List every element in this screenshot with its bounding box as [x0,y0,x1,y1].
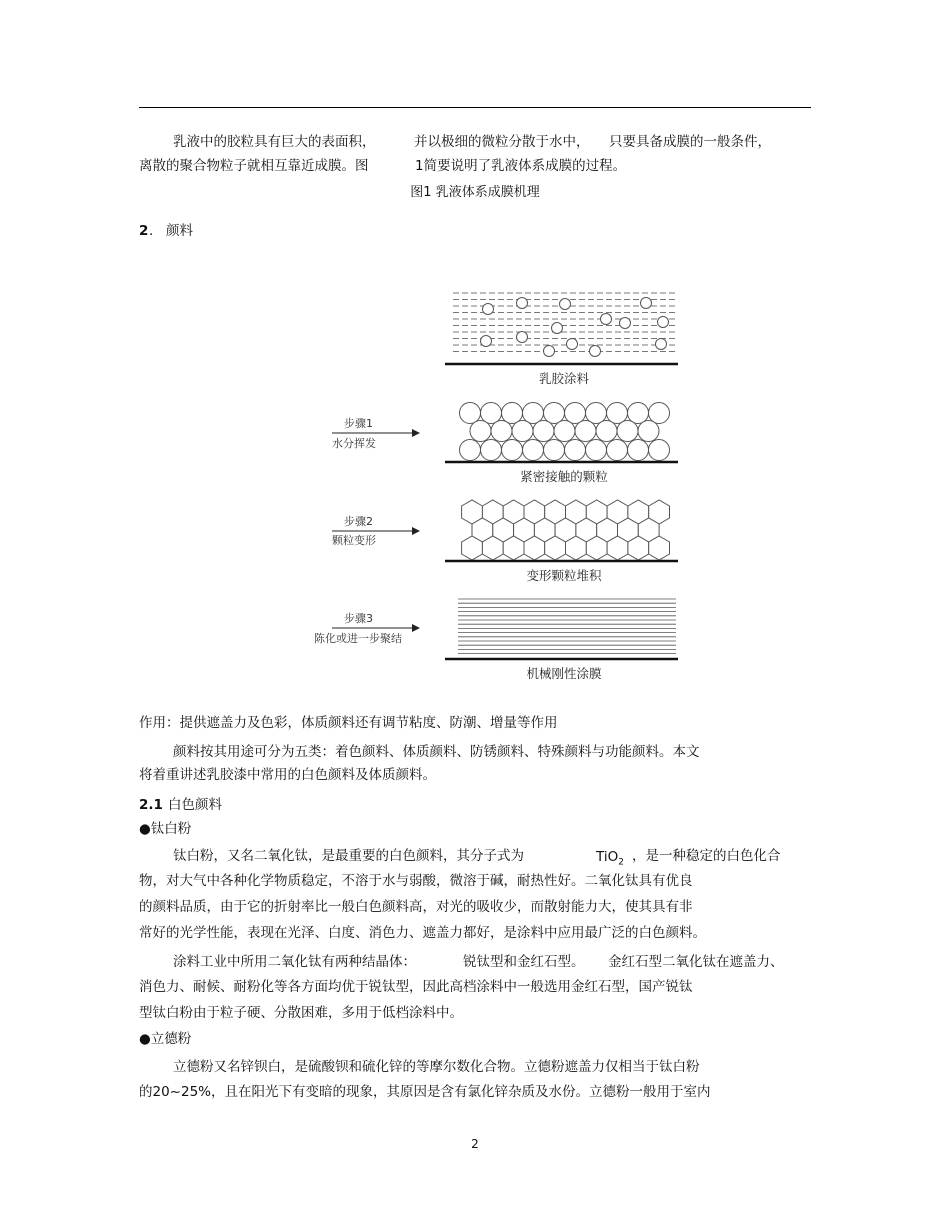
dispersed-particle [656,339,667,350]
dispersed-particle [601,314,612,325]
titanium-line2: 物，对大气中各种化学物质稳定，不溶于水与弱酸，微溶于碱，耐热性好。二氧化钛具有优良 [139,873,693,889]
packed-particle [523,440,544,461]
step-3-arrowhead [412,624,420,632]
section-2-1-number: 2.1 [139,797,163,813]
intro-line1-c: 只要具备成膜的一般条件， [609,134,771,150]
dispersed-particle [483,304,494,315]
section-2-sep: . [149,223,154,239]
packed-particle [533,421,554,442]
rigid-film-stage [445,599,678,681]
latex-paint-stage [445,293,678,386]
packed-particle [481,403,502,424]
packed-particle [638,421,659,442]
packed-particle [565,440,586,461]
stage-label-film: 机械刚性涂膜 [526,666,602,681]
pigment-para-line1: 颜料按其用途可分为五类：着色颜料、体质颜料、防锈颜料、特殊颜料与功能颜料。本文 [173,744,700,760]
titanium-line3: 的颜料品质，由于它的折射率比一般白色颜料高，对光的吸收少，而散射能力大，使其具有非 [139,899,693,915]
packed-particles-stage [445,403,678,485]
packed-particle [565,403,586,424]
titanium-line6: 消色力、耐候、耐粉化等各方面均优于锐钛型，因此高档涂料中一般选用金红石型，国产锐钛 [139,979,693,995]
packed-particle [470,421,491,442]
packed-particle [607,440,628,461]
titanium-line4: 常好的光学性能，表现在光泽、白度、消色力、遮盖力都好，是涂料中应用最广泛的白色颜料。 [139,925,706,941]
stage-label-latex: 乳胶涂料 [538,371,590,386]
step-1-arrow-group [332,416,420,450]
packed-particle [554,421,575,442]
intro-line1-a: 乳液中的胶粒具有巨大的表面积， [173,134,376,150]
dispersed-particle [552,323,563,334]
lithopone-line2: 的20~25%，且在阳光下有变暗的现象，其原因是含有氯化锌杂质及水份。立德粉一般用于室内 [139,1084,711,1100]
packed-particle [502,403,523,424]
packed-particle [460,403,481,424]
dispersed-particle [517,298,528,309]
packed-particle [481,440,502,461]
titanium-line1-c: ，是一种稳定的白色化合 [632,848,781,864]
film-formation-diagram [300,285,700,685]
step-2-title: 步骤2 [344,515,373,528]
dispersed-particle [590,346,601,357]
packed-particle [512,421,533,442]
titanium-heading: ●钛白粉 [139,821,192,837]
step-1-desc: 水分挥发 [332,437,376,450]
packed-particle [628,403,649,424]
packed-particle [575,421,596,442]
packed-particle [460,440,481,461]
packed-particle [586,403,607,424]
dispersed-particle [620,318,631,329]
titanium-line1-a: 钛白粉，又名二氧化钛，是最重要的白色颜料，其分子式为 [173,848,524,864]
packed-particle [586,440,607,461]
dispersed-particle [517,332,528,343]
dispersed-particle [567,339,578,350]
section-2-number: 2 [139,223,149,239]
step-2-arrowhead [412,527,420,535]
packed-particle [502,440,523,461]
dispersed-particle [481,336,492,347]
dispersed-particle [641,298,652,309]
deformed-particles-stage [445,500,678,583]
formula-text: TiO [596,849,619,865]
step-3-title: 步骤3 [344,612,373,625]
page-number: 2 [471,1137,479,1151]
titanium-line5-b: 锐钛型和金红石型。 [463,954,585,970]
packed-particle [523,403,544,424]
titanium-formula [596,848,624,872]
step-3-arrow-group [314,611,420,645]
intro-line1-b: 并以极细的微粒分散于水中， [414,134,590,150]
titanium-line7: 型钛白粉由于粒子硬、分散困难，多用于低档涂料中。 [139,1005,463,1021]
pigment-para-line2: 将着重讲述乳胶漆中常用的白色颜料及体质颜料。 [139,767,436,783]
stage-label-packed: 紧密接触的颗粒 [520,469,608,484]
section-2-title: 颜料 [166,223,193,239]
dispersed-particle [658,317,669,328]
titanium-line5-c: 金红石型二氧化钛在遮盖力、 [608,954,784,970]
step-1-title: 步骤1 [344,417,373,430]
packed-particle [544,403,565,424]
intro-line2-b: 1简要说明了乳液体系成膜的过程。 [415,158,627,174]
step-1-arrowhead [412,429,420,437]
figure-caption: 图1 乳液体系成膜机理 [410,185,540,200]
header-rule [139,107,811,108]
step-2-desc: 颗粒变形 [332,534,376,547]
lithopone-heading: ●立德粉 [139,1031,192,1047]
intro-line2-a: 离散的聚合物粒子就相互靠近成膜。图 [139,158,369,174]
packed-particle [617,421,638,442]
dispersed-particle [544,346,555,357]
step-2-arrow-group [332,514,420,547]
packed-particle [607,403,628,424]
section-2-1-title: 白色颜料 [168,797,222,813]
packed-particle [628,440,649,461]
dispersed-particle [560,299,571,310]
stage-label-deformed: 变形颗粒堆积 [526,568,602,583]
packed-particle [649,440,670,461]
packed-particle [596,421,617,442]
usage-line: 作用：提供遮盖力及色彩，体质颜料还有调节粘度、防潮、增量等作用 [139,715,558,731]
titanium-line5-a: 涂料工业中所用二氧化钛有两种结晶体： [173,954,416,970]
step-3-desc: 陈化或进一步聚结 [314,632,402,645]
packed-particle [649,403,670,424]
formula-subscript: 2 [618,857,624,868]
lithopone-line1: 立德粉又名锌钡白，是硫酸钡和硫化锌的等摩尔数化合物。立德粉遮盖力仅相当于钛白粉 [173,1059,700,1075]
packed-particle [544,440,565,461]
packed-particle [491,421,512,442]
